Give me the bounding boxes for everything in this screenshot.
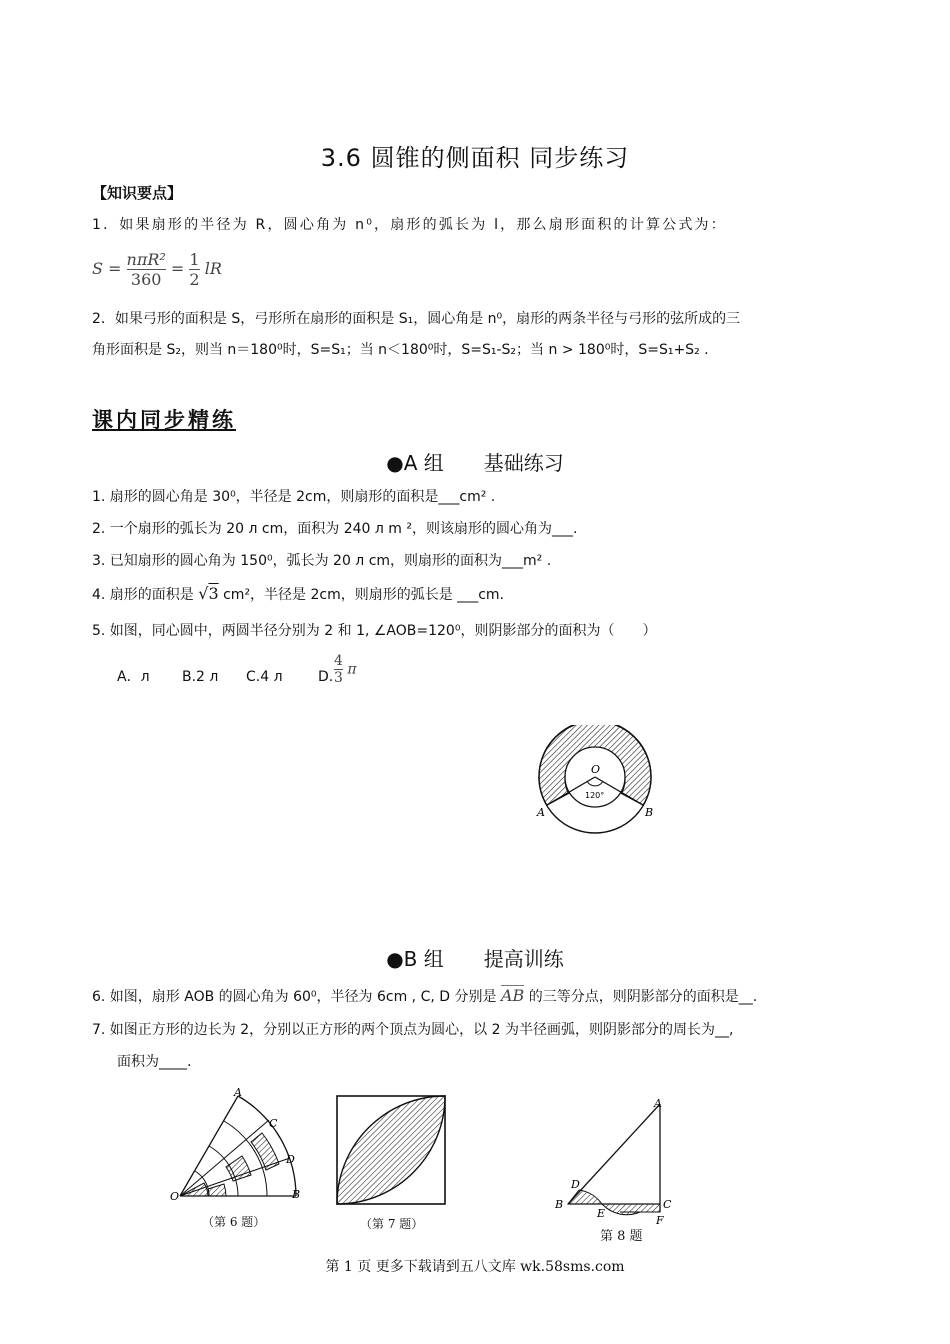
- label-d-6: D: [286, 1153, 295, 1166]
- label-a-8: A: [654, 1097, 662, 1110]
- formula-s: S =: [92, 259, 122, 278]
- q5-option-c: C.4 л: [246, 669, 283, 685]
- q5-option-d-value: [334, 653, 357, 686]
- question-6-prefix: 6. 如图，扇形 AOB 的圆心角为 60⁰，半径为 6cm , C, D 分别是: [92, 989, 497, 1005]
- option-d-num: 4: [334, 653, 343, 669]
- arc-mid-1: [224, 1121, 267, 1196]
- label-o-6: O: [170, 1190, 180, 1203]
- group-a-title: ●A 组 基础练习: [386, 451, 564, 475]
- formula-half-den: 2: [189, 270, 200, 289]
- shaded-region-middle: [226, 1156, 251, 1181]
- label-a: A: [537, 806, 545, 819]
- sqrt-radicand: 3: [208, 584, 219, 603]
- figure-7-caption: （第 7 题）: [360, 1217, 424, 1231]
- question-6-suffix: 的三等分点，则阴影部分的面积是__.: [528, 989, 758, 1005]
- option-d-fraction: [334, 653, 343, 686]
- option-d-pi: π: [347, 661, 357, 678]
- label-e-8: E: [597, 1207, 606, 1220]
- section-title: 课内同步精练: [92, 407, 236, 432]
- question-4-suffix: cm²，半径是 2cm，则扇形的弧长是 ___cm.: [223, 587, 504, 603]
- q5-option-d: D.: [318, 669, 334, 685]
- formula-half: [189, 250, 199, 289]
- question-1: 1. 扇形的圆心角是 30⁰，半径是 2cm，则扇形的面积是___cm² .: [92, 489, 496, 505]
- label-c-8: C: [663, 1198, 672, 1211]
- question-4: [92, 584, 504, 605]
- label-b-6: B: [292, 1188, 301, 1201]
- label-b-8: B: [555, 1198, 564, 1211]
- figure-8-caption: 第 8 题: [600, 1229, 643, 1244]
- option-d-den: 3: [334, 670, 343, 686]
- label-o: O: [591, 763, 601, 776]
- q5-option-a: A．л: [117, 669, 150, 685]
- label-a-6: A: [234, 1086, 242, 1099]
- label-f-8: F: [656, 1214, 664, 1227]
- question-6: [92, 986, 757, 1007]
- sqrt-sign: √3: [198, 584, 219, 603]
- arc-ab: AB: [500, 986, 525, 1005]
- question-3: 3. 已知扇形的圆心角为 150⁰，弧长为 20 л cm，则扇形的面积为___m² .: [92, 553, 552, 569]
- label-c-6: C: [269, 1117, 278, 1130]
- lens-shaded-region: [337, 1096, 445, 1204]
- formula-lr: lR: [204, 259, 222, 278]
- label-b: B: [645, 806, 654, 819]
- formula-half-num: 1: [189, 250, 200, 269]
- knowledge-point-2-line1: 2．如果弓形的面积是 S，弓形所在扇形的面积是 S₁，圆心角是 n⁰，扇形的两条半径与弓形的弦所成的三: [92, 311, 741, 327]
- formula-equals: =: [170, 259, 185, 278]
- label-d-8: D: [571, 1178, 580, 1191]
- shaded-region-left: [568, 1190, 602, 1204]
- question-5: 5. 如图，同心圆中，两圆半径分别为 2 和 1, ∠AOB=120⁰，则阴影部分的面积为（ ）: [92, 623, 657, 639]
- formula-numerator: nπR²: [126, 250, 166, 269]
- question-2: 2. 一个扇形的弧长为 20 л cm，面积为 240 л m ²，则该扇形的圆心角为___.: [92, 521, 578, 537]
- knowledge-heading: 【知识要点】: [92, 184, 183, 202]
- question-7-line2: 面积为____.: [117, 1054, 192, 1070]
- knowledge-point-2-line2: 角形面积是 S₂，则当 n＝180⁰时，S=S₁；当 n＜180⁰时，S=S₁-S₂；当 n > 180⁰时，S=S₁+S₂ .: [92, 342, 709, 358]
- figure-8-triangle: [550, 1093, 680, 1228]
- sector-area-formula: [92, 250, 222, 289]
- q5-option-b: B.2 л: [182, 669, 219, 685]
- hypotenuse: [568, 1104, 660, 1204]
- knowledge-point-1: 1．如果扇形的半径为 R，圆心角为 n⁰，扇形的弧长为 l，那么扇形面积的计算公式为：: [92, 217, 727, 233]
- angle-label: 120°: [585, 791, 605, 800]
- page-footer: 第 1 页 更多下载请到五八文库 wk.58sms.com: [325, 1259, 625, 1275]
- shaded-region-right: [602, 1204, 660, 1215]
- figure-6-caption: （第 6 题）: [202, 1215, 266, 1229]
- figure-5-concentric-circles: [525, 725, 665, 840]
- figure-7-square-lens: [334, 1093, 448, 1207]
- formula-denominator: 360: [130, 270, 162, 289]
- question-4-prefix: 4. 扇形的面积是: [92, 587, 194, 603]
- group-b-title: ●B 组 提高训练: [386, 947, 564, 971]
- page-title: 3.6 圆锥的侧面积 同步练习: [320, 144, 630, 172]
- formula-fraction: [127, 250, 166, 289]
- question-7-line1: 7. 如图正方形的边长为 2，分别以正方形的两个顶点为圆心，以 2 为半径画弧，则阴影部分的周长为__,: [92, 1022, 734, 1038]
